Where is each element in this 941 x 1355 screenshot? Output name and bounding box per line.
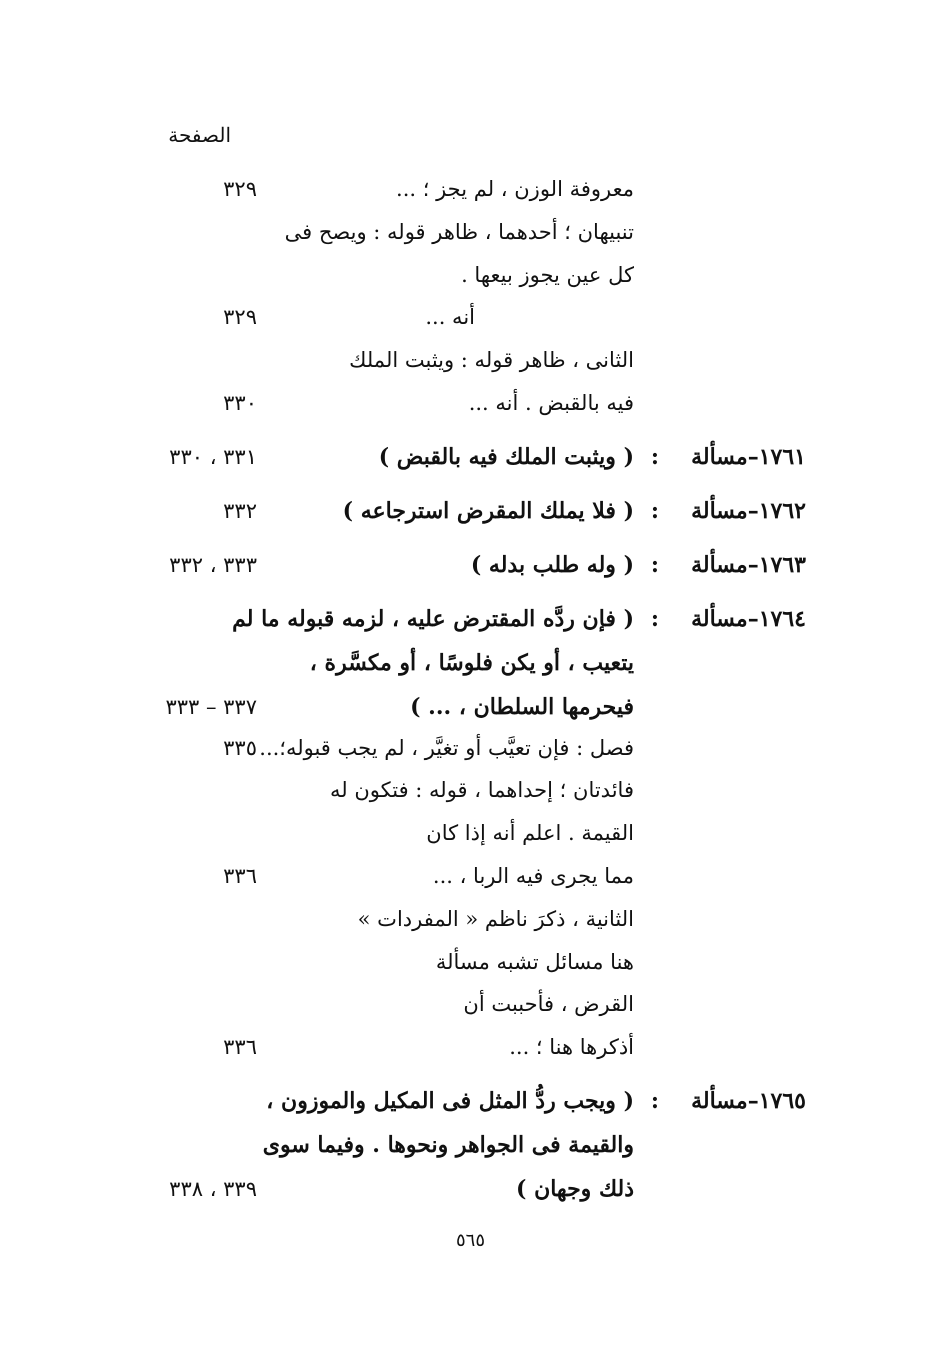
entry-text: فيحرمها السلطان ، ... ) — [410, 694, 634, 720]
index-line: أنه ... — [425, 305, 475, 329]
entry-label: ١٧٦٣–مسألة — [691, 552, 806, 578]
index-line: معروفة الوزن ، لم يجز ؛ ... — [396, 177, 634, 201]
page-ref: ٣٣٣ ، ٣٣٢ — [169, 553, 257, 577]
entry-text: يتعيب ، أو يكن فلوسًا ، أو مكسَّرة ، — [309, 650, 634, 676]
entry-text: ( ويثبت الملك فيه بالقبض ) — [378, 444, 634, 470]
entry-text: ذلك وجهان ) — [516, 1176, 634, 1202]
page-ref: ٣٣٦ — [223, 864, 257, 888]
page-ref: ٣٣٥ — [223, 736, 257, 760]
page-ref: ٣٣٢ — [223, 499, 257, 523]
entry-colon: : — [650, 1088, 659, 1114]
entry-text: والقيمة فى الجواهر ونحوها . وفيما سوى — [262, 1132, 634, 1158]
entry-colon: : — [650, 606, 659, 632]
page-ref: ٣٣١ ، ٣٣٠ — [169, 445, 257, 469]
page-column-header: الصفحة — [168, 123, 231, 147]
index-line: كل عين يجوز بيعها . — [461, 263, 634, 287]
page-ref: ٣٢٩ — [223, 177, 257, 201]
page-ref: ٣٣٠ — [223, 391, 257, 415]
index-line: أذكرها هنا ؛ ... — [509, 1035, 634, 1059]
entry-label: ١٧٦٥–مسألة — [691, 1088, 806, 1114]
page-ref: ٣٢٩ — [223, 305, 257, 329]
index-line: الثانية ، ذكرَ ناظم « المفردات » — [357, 907, 634, 931]
page-ref: ٣٣٦ — [223, 1035, 257, 1059]
index-line: تنبيهان ؛ أحدهما ، ظاهر قوله : ويصح فى — [284, 220, 634, 244]
page-ref: ٣٣٧ – ٣٣٣ — [165, 695, 257, 719]
page-number: ٥٦٥ — [455, 1230, 485, 1251]
index-line: فائدتان ؛ إحداهما ، قوله : فتكون له — [330, 778, 634, 802]
index-line: هنا مسائل تشبه مسألة — [435, 950, 634, 974]
entry-colon: : — [650, 552, 659, 578]
entry-label: ١٧٦١–مسألة — [691, 444, 806, 470]
entry-colon: : — [650, 498, 659, 524]
page-ref: ٣٣٩ ، ٣٣٨ — [169, 1177, 257, 1201]
index-line: الثانى ، ظاهر قوله : ويثبت الملك — [349, 348, 634, 372]
index-line: فصل : فإن تعيَّب أو تغيَّر ، لم يجب قبوله؛... — [259, 736, 634, 760]
index-line: القرض ، فأحببت أن — [463, 992, 634, 1016]
entry-colon: : — [650, 444, 659, 470]
entry-text: ( فإن ردَّه المقترض عليه ، لزمه قبوله ما لم — [232, 606, 634, 632]
entry-text: ( ويجب ردُّ المثل فى المكيل والموزون ، — [266, 1088, 634, 1114]
index-line: فيه بالقبض . أنه ... — [468, 391, 634, 415]
entry-label: ١٧٦٢–مسألة — [691, 498, 806, 524]
entry-label: ١٧٦٤–مسألة — [691, 606, 806, 632]
entry-text: ( فلا يملك المقرض استرجاعه ) — [342, 498, 634, 524]
index-line: القيمة . اعلم أنه إذا كان — [426, 821, 634, 845]
index-line: مما يجرى فيه الربا ، ... — [432, 864, 634, 888]
entry-text: ( وله طلب بدله ) — [470, 552, 634, 578]
